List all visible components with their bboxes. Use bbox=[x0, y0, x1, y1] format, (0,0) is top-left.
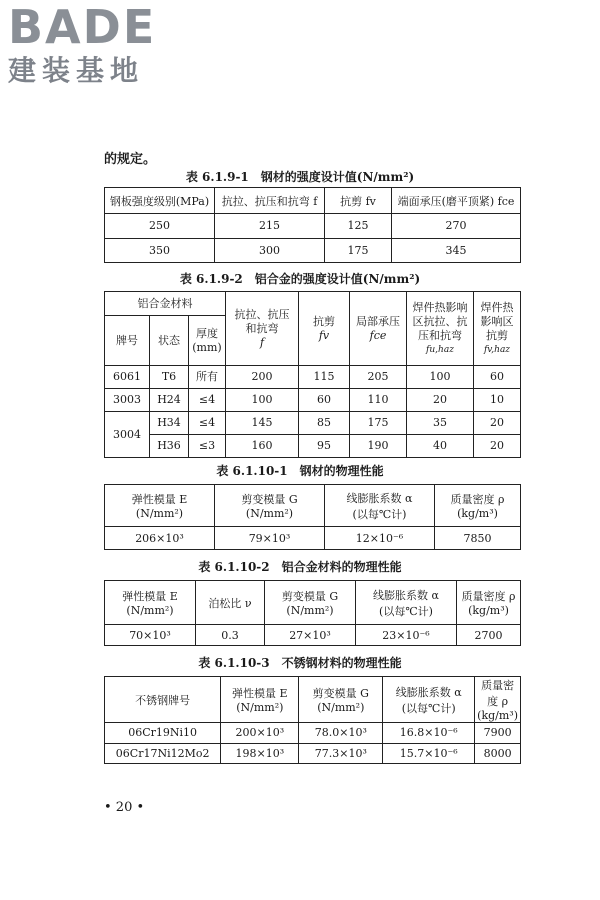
t2-cell: H24 bbox=[150, 389, 189, 412]
t5-cell: 06Cr19Ni10 bbox=[105, 723, 221, 744]
t5-cell: 06Cr17Ni12Mo2 bbox=[105, 743, 221, 764]
t2-cell: 190 bbox=[350, 435, 407, 458]
table-stainless-physical bbox=[104, 676, 521, 764]
t3-header: 弹性模量 E (N/mm²) bbox=[105, 485, 215, 527]
table-row bbox=[105, 743, 521, 764]
t2-group-header: 铝合金材料 bbox=[105, 292, 226, 316]
t1-cell: 345 bbox=[392, 238, 521, 263]
t5-cell: 7900 bbox=[475, 723, 521, 744]
t5-cell: 77.3×10³ bbox=[299, 743, 383, 764]
t5-cell: 8000 bbox=[475, 743, 521, 764]
t2-cell: 110 bbox=[350, 389, 407, 412]
t5-cell: 198×10³ bbox=[221, 743, 299, 764]
t2-cell: T6 bbox=[150, 366, 189, 389]
t5-cell: 15.7×10⁻⁶ bbox=[383, 743, 475, 764]
table-row bbox=[105, 527, 521, 550]
t3-header: 线膨胀系数 α (以每℃计) bbox=[325, 485, 435, 527]
t2-cell: 205 bbox=[350, 366, 407, 389]
t2-cell: 160 bbox=[226, 435, 299, 458]
t5-header: 质量密度 ρ (kg/m³) bbox=[475, 677, 521, 723]
t3-cell: 7850 bbox=[435, 527, 521, 550]
t2-header-fvhaz: 焊件热 影响区抗剪 fv,haz bbox=[474, 292, 521, 366]
t2-header-f: 抗拉、抗压 和抗弯 f bbox=[226, 292, 299, 366]
table-1-caption: 表 6.1.9-1 钢材的强度设计值(N/mm²) bbox=[185, 170, 415, 184]
t5-cell: 78.0×10³ bbox=[299, 723, 383, 744]
t1-cell: 270 bbox=[392, 214, 521, 239]
t4-cell: 27×10³ bbox=[265, 625, 356, 646]
t1-header: 端面承压(磨平顶紧) fce bbox=[392, 188, 521, 214]
t1-header: 抗拉、抗压和抗弯 f bbox=[215, 188, 325, 214]
t5-header: 线膨胀系数 α (以每℃计) bbox=[383, 677, 475, 723]
logo-sub-text: 建装基地 bbox=[8, 54, 145, 87]
t2-cell: 85 bbox=[299, 412, 350, 435]
intro-text: 的规定。 bbox=[104, 152, 157, 167]
t4-cell: 2700 bbox=[457, 625, 521, 646]
t2-cell: 所有 bbox=[189, 366, 226, 389]
t2-cell: 40 bbox=[407, 435, 474, 458]
t2-cell: 200 bbox=[226, 366, 299, 389]
t2-cell: 100 bbox=[407, 366, 474, 389]
table-row bbox=[105, 214, 521, 239]
t2-cell: 20 bbox=[474, 412, 521, 435]
t2-cell: 35 bbox=[407, 412, 474, 435]
table-2-caption: 表 6.1.9-2 铝合金的强度设计值(N/mm²) bbox=[179, 272, 421, 286]
t2-cell: H36 bbox=[150, 435, 189, 458]
t1-header: 抗剪 fv bbox=[325, 188, 392, 214]
t2-cell: ≤3 bbox=[189, 435, 226, 458]
logo-brand-text: BADE bbox=[8, 0, 157, 54]
t2-header-fuhaz: 焊件热影响 区抗拉、抗 压和抗弯 fu,haz bbox=[407, 292, 474, 366]
t2-cell: 60 bbox=[474, 366, 521, 389]
table-4-caption: 表 6.1.10-2 铝合金材料的物理性能 bbox=[198, 560, 402, 574]
t2-cell: ≤4 bbox=[189, 412, 226, 435]
table-row bbox=[105, 238, 521, 263]
t2-cell: 95 bbox=[299, 435, 350, 458]
t1-cell: 350 bbox=[105, 238, 215, 263]
t4-cell: 70×10³ bbox=[105, 625, 196, 646]
t2-cell: 3004 bbox=[105, 412, 150, 458]
t3-cell: 12×10⁻⁶ bbox=[325, 527, 435, 550]
t4-cell: 0.3 bbox=[196, 625, 265, 646]
t2-cell: 6061 bbox=[105, 366, 150, 389]
table-row bbox=[105, 389, 521, 412]
t4-header: 剪变模量 G (N/mm²) bbox=[265, 581, 356, 625]
t5-header: 剪变模量 G (N/mm²) bbox=[299, 677, 383, 723]
t4-header: 泊松比 ν bbox=[196, 581, 265, 625]
t3-header: 质量密度 ρ (kg/m³) bbox=[435, 485, 521, 527]
t5-header: 不锈钢牌号 bbox=[105, 677, 221, 723]
table-row bbox=[105, 723, 521, 744]
table-5-caption: 表 6.1.10-3 不锈钢材料的物理性能 bbox=[198, 656, 402, 670]
t2-cell: 115 bbox=[299, 366, 350, 389]
table-3-caption: 表 6.1.10-1 钢材的物理性能 bbox=[216, 464, 384, 478]
t1-cell: 250 bbox=[105, 214, 215, 239]
table-steel-strength bbox=[104, 187, 521, 263]
t2-header-state: 状态 bbox=[150, 316, 189, 366]
t4-header: 质量密度 ρ (kg/m³) bbox=[457, 581, 521, 625]
table-aluminum-physical bbox=[104, 580, 521, 646]
t3-header: 剪变模量 G (N/mm²) bbox=[215, 485, 325, 527]
table-aluminum-strength bbox=[104, 291, 521, 458]
t1-header: 钢板强度级别(MPa) bbox=[105, 188, 215, 214]
t3-cell: 206×10³ bbox=[105, 527, 215, 550]
t2-cell: H34 bbox=[150, 412, 189, 435]
t2-cell: 3003 bbox=[105, 389, 150, 412]
t2-cell: 20 bbox=[407, 389, 474, 412]
t2-header-thickness: 厚度 (mm) bbox=[189, 316, 226, 366]
t4-header: 弹性模量 E (N/mm²) bbox=[105, 581, 196, 625]
t3-cell: 79×10³ bbox=[215, 527, 325, 550]
t1-cell: 300 bbox=[215, 238, 325, 263]
table-row bbox=[105, 366, 521, 389]
t2-cell: 145 bbox=[226, 412, 299, 435]
t2-cell: 175 bbox=[350, 412, 407, 435]
t4-header: 线膨胀系数 α (以每℃计) bbox=[356, 581, 457, 625]
t4-cell: 23×10⁻⁶ bbox=[356, 625, 457, 646]
t1-cell: 125 bbox=[325, 214, 392, 239]
table-row bbox=[105, 435, 521, 458]
t2-header-grade: 牌号 bbox=[105, 316, 150, 366]
t2-cell: 10 bbox=[474, 389, 521, 412]
brand-logo bbox=[8, 0, 157, 88]
t5-header: 弹性模量 E (N/mm²) bbox=[221, 677, 299, 723]
t2-cell: 100 bbox=[226, 389, 299, 412]
table-row bbox=[105, 412, 521, 435]
t2-cell: ≤4 bbox=[189, 389, 226, 412]
page-number: • 20 • bbox=[104, 800, 145, 815]
table-steel-physical bbox=[104, 484, 521, 550]
t1-cell: 175 bbox=[325, 238, 392, 263]
t5-cell: 16.8×10⁻⁶ bbox=[383, 723, 475, 744]
t1-cell: 215 bbox=[215, 214, 325, 239]
t2-cell: 20 bbox=[474, 435, 521, 458]
t5-cell: 200×10³ bbox=[221, 723, 299, 744]
t2-cell: 60 bbox=[299, 389, 350, 412]
t2-header-fce: 局部承压 fce bbox=[350, 292, 407, 366]
table-row bbox=[105, 625, 521, 646]
t2-header-fv: 抗剪 fv bbox=[299, 292, 350, 366]
